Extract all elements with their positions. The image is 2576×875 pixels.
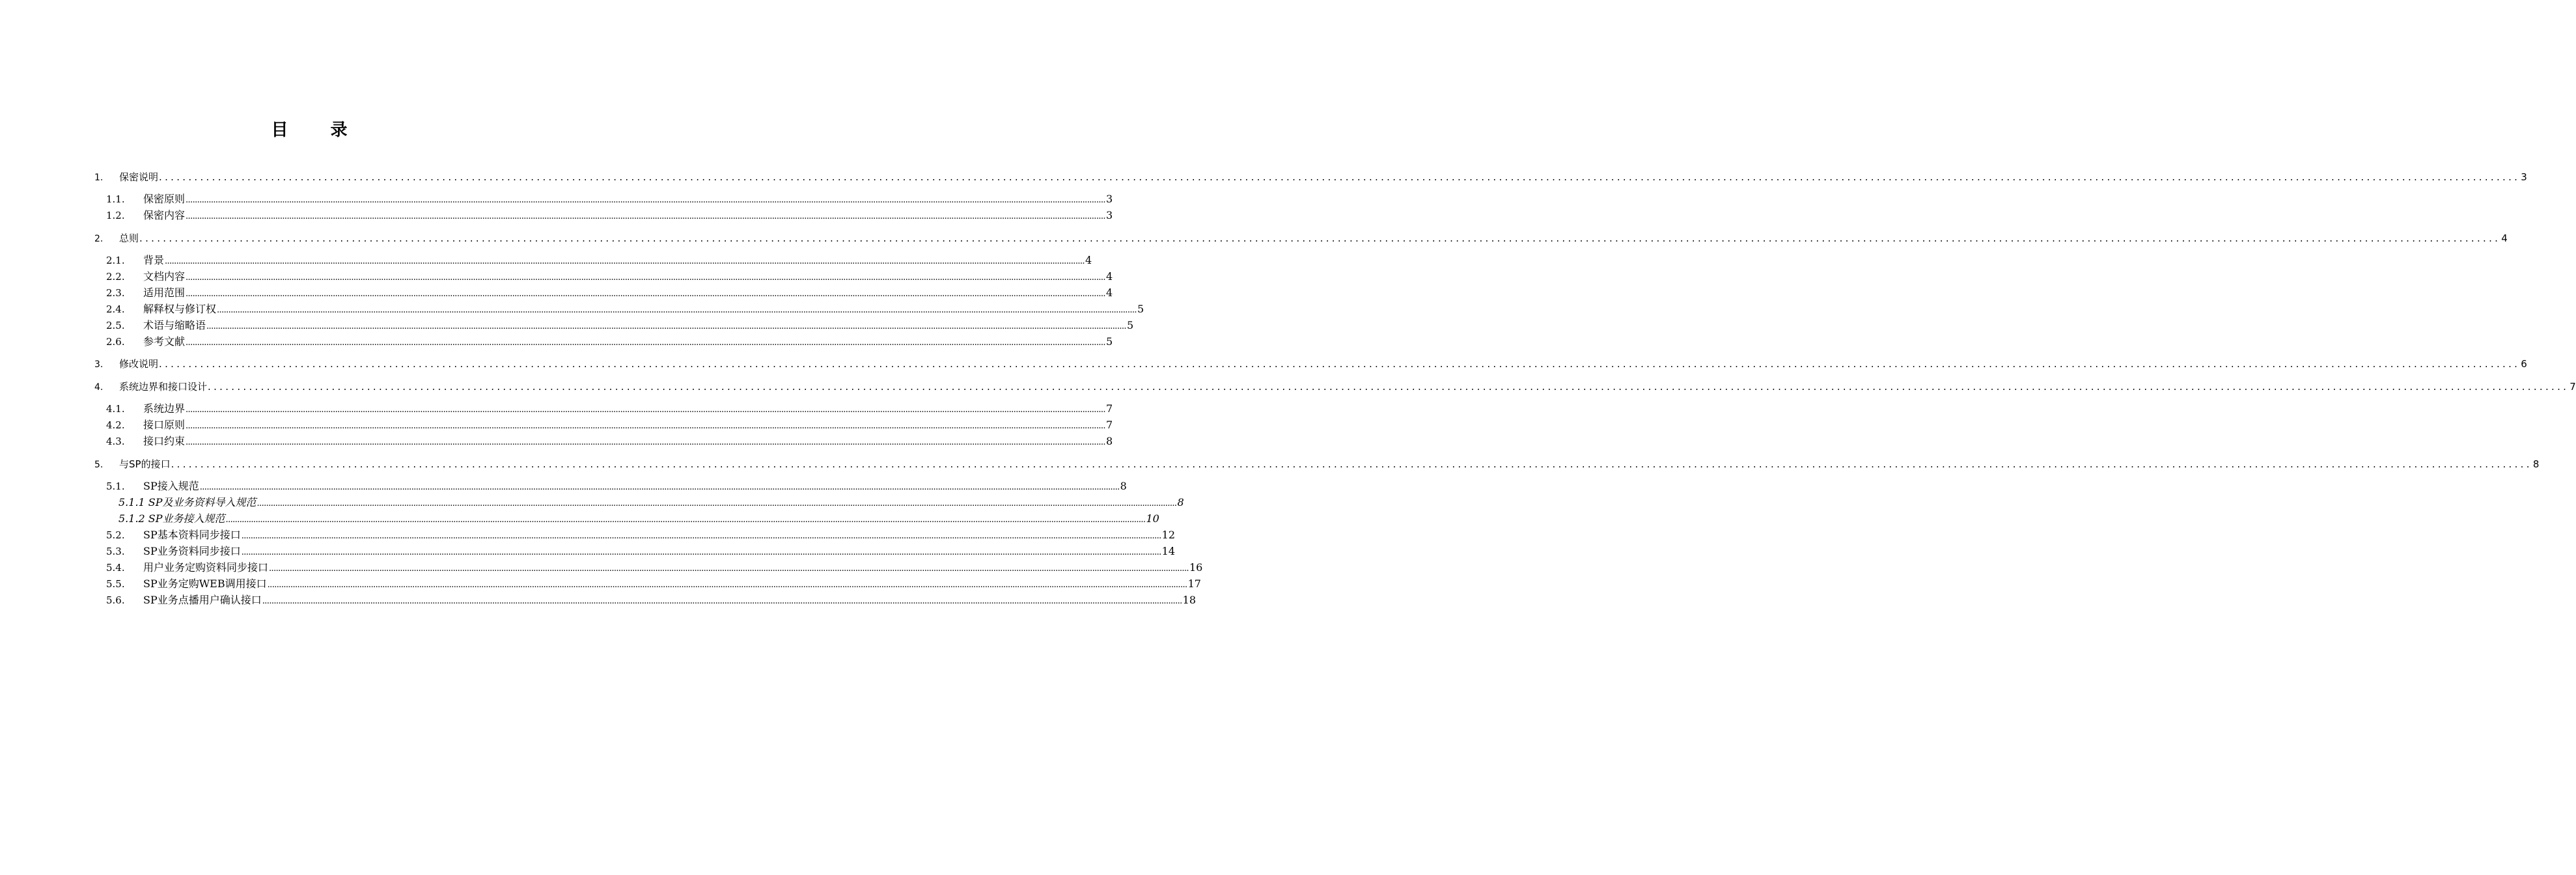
- toc-entry-number: 2.6.: [106, 336, 125, 348]
- dot-leader: ................................................................................................................................................................................................................................................................................................................................................................................................................: [269, 564, 1189, 574]
- toc-entry-page: 10: [1146, 512, 1159, 525]
- dot-leader: ................................................................................................................................................................................................................................................................................................................................................................................................................: [262, 596, 1182, 606]
- toc-entry-number: 2.: [94, 234, 104, 244]
- toc-entry-number: 5.5.: [106, 578, 125, 590]
- toc-entry-label: 保密内容: [143, 209, 186, 221]
- toc-entry-label: 与SP的接口: [119, 458, 171, 470]
- toc-entry-label: 接口原则: [143, 419, 186, 431]
- toc-entry-page: 4: [1085, 254, 1092, 266]
- toc-entry-2-3[interactable]: [106, 285, 1113, 301]
- toc-entry-number: 1.1.: [106, 193, 125, 205]
- toc-entry-page: 5: [1105, 335, 1113, 348]
- toc-entry-number: 5.4.: [106, 562, 125, 574]
- toc-entry-number: 5.6.: [106, 594, 125, 606]
- toc-entry-number: 2.5.: [106, 320, 125, 331]
- toc-entry-label: 保密原则: [143, 193, 186, 205]
- dot-leader: ................................................................................................................................................................................................................................................................................................................................................................................................................: [241, 531, 1161, 541]
- toc-entry-page: 8: [2532, 458, 2540, 470]
- dot-leader: ................................................................................................................................................................................................................................................................................................................................................................................................................: [267, 580, 1187, 590]
- toc-entry-4-3[interactable]: [106, 434, 1113, 449]
- toc-entry-5-1[interactable]: [106, 479, 1127, 494]
- toc-entry-number: 2.4.: [106, 303, 125, 315]
- toc-entry-number: 5.2.: [106, 529, 125, 541]
- toc-entry-label: 术语与缩略语: [143, 319, 206, 331]
- toc-entry-label: 总则: [119, 232, 139, 244]
- dot-leader: ................................................................................................................................................................................................................................................................................................................................................................................................................: [206, 322, 1126, 331]
- toc-entry-label: 5.1.1 SP及业务资料导入规范: [118, 496, 256, 508]
- toc-entry-page: 3: [2521, 171, 2527, 183]
- dot-leader: ................................................................................................................................................................................................................................................................................................................................................................................................................: [199, 482, 1120, 492]
- toc-entry-page: 14: [1161, 545, 1176, 557]
- dot-leader: ................................................................................................................................................................................................................................................................................................................................................................................................................: [217, 305, 1137, 315]
- toc-entry-2-1[interactable]: [106, 253, 1092, 268]
- toc-entry-label: 系统边界: [143, 402, 186, 415]
- dot-leader: ................................................................................................................................................................................................................................................................................................................................................................................................................: [139, 232, 2501, 244]
- dot-leader: ................................................................................................................................................................................................................................................................................................................................................................................................................: [171, 458, 2532, 470]
- dot-leader: ................................................................................................................................................................................................................................................................................................................................................................................................................: [186, 338, 1105, 348]
- toc-entry-label: 修改说明: [119, 358, 159, 370]
- toc-entry-page: 7: [1105, 402, 1113, 415]
- toc-entry-3[interactable]: [94, 356, 2527, 372]
- toc-entry-page: 5: [1137, 303, 1144, 315]
- toc-entry-2-2[interactable]: [106, 269, 1113, 285]
- toc-entry-number: 1.2.: [106, 210, 125, 221]
- dot-leader: ................................................................................................................................................................................................................................................................................................................................................................................................................: [186, 289, 1105, 299]
- toc-entry-4[interactable]: [94, 379, 2576, 395]
- dot-leader: ................................................................................................................................................................................................................................................................................................................................................................................................................: [225, 515, 1146, 525]
- toc-entry-4-1[interactable]: [106, 401, 1113, 417]
- toc-entry-5-5[interactable]: [106, 576, 1201, 592]
- toc-entry-page: 3: [1105, 209, 1113, 221]
- toc-entry-page: 8: [1120, 480, 1127, 492]
- toc-entry-page: 4: [1105, 270, 1113, 283]
- toc-entry-label: SP业务定购WEB调用接口: [143, 577, 267, 590]
- toc-entry-5-3[interactable]: [106, 544, 1176, 559]
- toc-entry-label: 接口约束: [143, 435, 186, 447]
- dot-leader: ................................................................................................................................................................................................................................................................................................................................................................................................................: [165, 257, 1085, 266]
- toc-entry-page: 8: [1105, 435, 1113, 447]
- page-title: 目 录: [271, 120, 366, 140]
- toc-entry-number: 5.3.: [106, 546, 125, 557]
- toc-entry-label: 5.1.2 SP业务接入规范: [118, 512, 225, 525]
- toc-entry-label: 适用范围: [143, 286, 186, 299]
- toc-entry-number: 3.: [94, 359, 104, 370]
- dot-leader: ................................................................................................................................................................................................................................................................................................................................................................................................................: [241, 548, 1161, 557]
- toc-entry-number: 2.2.: [106, 271, 125, 283]
- dot-leader: ................................................................................................................................................................................................................................................................................................................................................................................................................: [159, 171, 2521, 183]
- toc-entry-label: SP业务点播用户确认接口: [143, 594, 262, 606]
- toc-entry-number: 4.2.: [106, 419, 125, 431]
- toc-entry-5[interactable]: [94, 456, 2540, 472]
- toc-entry-5-1-2[interactable]: [118, 511, 1159, 527]
- toc-entry-number: 4.3.: [106, 436, 125, 447]
- toc-entry-page: 7: [1105, 419, 1113, 431]
- toc-entry-page: 5: [1126, 319, 1134, 331]
- toc-entry-page: 16: [1189, 561, 1203, 574]
- toc-entry-label: SP基本资料同步接口: [143, 529, 241, 541]
- toc-entry-number: 4.1.: [106, 403, 125, 415]
- toc-entry-2-5[interactable]: [106, 318, 1134, 333]
- toc-entry-5-6[interactable]: [106, 592, 1197, 608]
- toc-entry-number: 1.: [94, 173, 104, 183]
- toc-entry-page: 8: [1177, 496, 1184, 508]
- toc-entry-label: 用户业务定购资料同步接口: [143, 561, 269, 574]
- toc-entry-1-1[interactable]: [106, 191, 1113, 207]
- toc-entry-page: 7: [2569, 381, 2576, 393]
- toc-entry-label: 文档内容: [143, 270, 186, 283]
- dot-leader: ................................................................................................................................................................................................................................................................................................................................................................................................................: [159, 358, 2521, 370]
- dot-leader: ................................................................................................................................................................................................................................................................................................................................................................................................................: [186, 421, 1105, 431]
- toc-entry-number: 5.1.: [106, 480, 125, 492]
- toc-entry-label: SP业务资料同步接口: [143, 545, 241, 557]
- toc-entry-label: 参考文献: [143, 335, 186, 348]
- toc-entry-page: 17: [1187, 577, 1201, 590]
- toc-entry-5-2[interactable]: [106, 527, 1176, 543]
- toc-entry-number: 2.3.: [106, 287, 125, 299]
- toc-entry-number: 4.: [94, 382, 104, 393]
- toc-entry-5-1-1[interactable]: [118, 495, 1184, 510]
- dot-leader: ................................................................................................................................................................................................................................................................................................................................................................................................................: [186, 195, 1105, 205]
- toc-entry-page: 4: [2501, 232, 2508, 244]
- toc-entry-page: 4: [1105, 286, 1113, 299]
- dot-leader: ................................................................................................................................................................................................................................................................................................................................................................................................................: [256, 499, 1177, 508]
- toc-entry-5-4[interactable]: [106, 560, 1203, 576]
- dot-leader: ................................................................................................................................................................................................................................................................................................................................................................................................................: [208, 381, 2569, 393]
- toc-entry-label: SP接入规范: [143, 480, 199, 492]
- toc-entry-2-6[interactable]: [106, 334, 1113, 350]
- toc-entry-label: 解释权与修订权: [143, 303, 217, 315]
- dot-leader: ................................................................................................................................................................................................................................................................................................................................................................................................................: [186, 405, 1105, 415]
- dot-leader: ................................................................................................................................................................................................................................................................................................................................................................................................................: [186, 212, 1105, 221]
- toc-entry-2[interactable]: [94, 230, 2508, 246]
- toc-entry-label: 保密说明: [119, 171, 159, 183]
- toc-entry-page: 12: [1161, 529, 1176, 541]
- toc-entry-number: 5.: [94, 460, 104, 470]
- toc-entry-page: 6: [2521, 358, 2527, 370]
- toc-entry-label: 系统边界和接口设计: [119, 381, 208, 393]
- toc-entry-4-2[interactable]: [106, 417, 1113, 433]
- dot-leader: ................................................................................................................................................................................................................................................................................................................................................................................................................: [186, 273, 1105, 283]
- toc-entry-2-4[interactable]: [106, 301, 1144, 317]
- toc-entry-page: 3: [1105, 193, 1113, 205]
- toc-entry-label: 背景: [143, 254, 165, 266]
- toc-entry-1-2[interactable]: [106, 208, 1113, 223]
- toc-entry-1[interactable]: [94, 169, 2527, 185]
- toc-entry-page: 18: [1182, 594, 1197, 606]
- dot-leader: ................................................................................................................................................................................................................................................................................................................................................................................................................: [186, 438, 1105, 447]
- toc-entry-number: 2.1.: [106, 255, 125, 266]
